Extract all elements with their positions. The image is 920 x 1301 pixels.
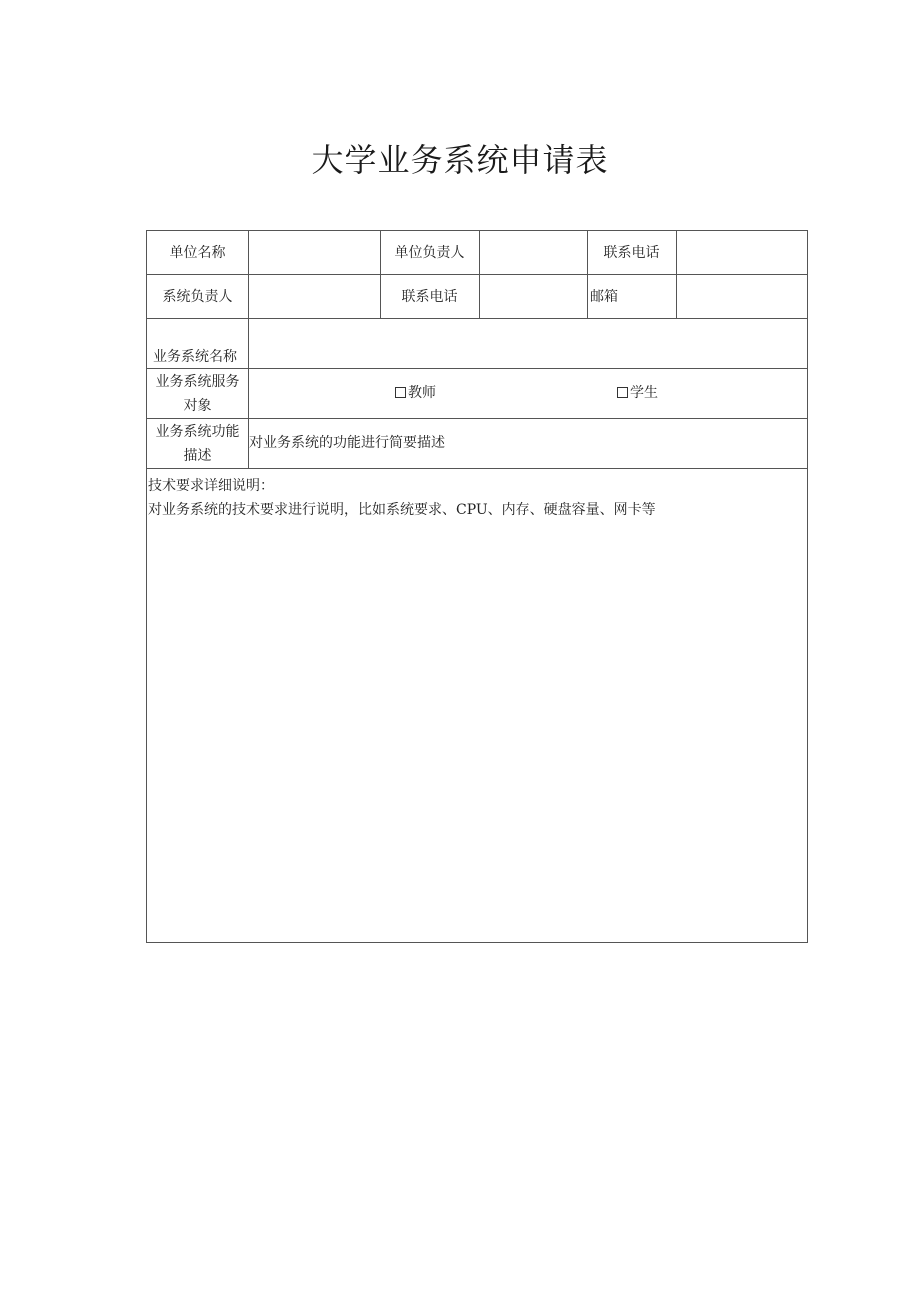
unit-name-label: 单位名称: [169, 245, 226, 261]
application-form-table: [146, 230, 808, 943]
row-divider: [147, 418, 807, 419]
unit-head-label: 单位负责人: [394, 245, 465, 261]
system-phone-label: 联系电话: [401, 289, 458, 305]
system-phone-field[interactable]: [480, 275, 586, 318]
row-divider: [147, 468, 807, 469]
teacher-option[interactable]: [395, 383, 436, 403]
system-name-label: 业务系统名称: [153, 349, 237, 365]
unit-name-field[interactable]: [249, 232, 379, 274]
function-desc-label-line2: 描述: [183, 448, 212, 464]
system-name-field[interactable]: [249, 319, 807, 368]
unit-phone-label: 联系电话: [603, 245, 660, 261]
unit-head-field[interactable]: [480, 232, 586, 274]
function-desc-label-line1: 业务系统功能: [155, 424, 240, 440]
student-checkbox[interactable]: [617, 387, 628, 398]
teacher-checkbox[interactable]: [395, 387, 406, 398]
student-option-label: 学生: [630, 385, 658, 401]
unit-phone-field[interactable]: [677, 232, 807, 274]
teacher-option-label: 教师: [408, 385, 436, 401]
tech-req-heading: 技术要求详细说明：: [148, 478, 274, 494]
system-head-label: 系统负责人: [162, 289, 233, 305]
form-title: 大学业务系统申请表: [311, 141, 609, 179]
tech-req-field[interactable]: 对业务系统的技术要求进行说明，比如系统要求、CPU、内存、硬盘容量、网卡等: [148, 502, 656, 518]
service-target-label-line1: 业务系统服务: [155, 374, 240, 390]
service-target-label-line2: 对象: [183, 398, 212, 414]
student-option[interactable]: [617, 383, 658, 403]
email-label: 邮箱: [590, 289, 618, 305]
email-field[interactable]: [677, 275, 807, 318]
system-head-field[interactable]: [249, 275, 379, 318]
row-divider: [147, 368, 807, 369]
function-desc-field[interactable]: 对业务系统的功能进行简要描述: [249, 435, 445, 451]
